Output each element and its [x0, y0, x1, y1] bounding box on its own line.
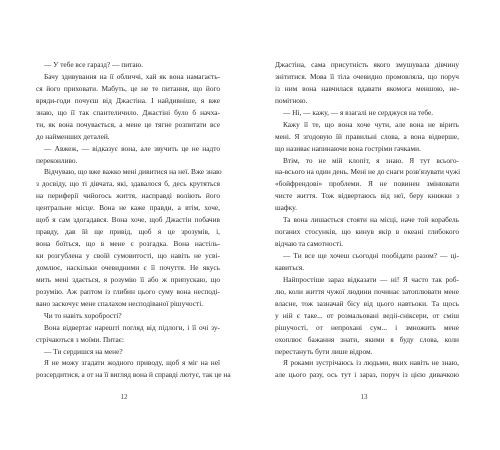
- text-line: власне, тож зазначай бісу від цього навтьоки. Та щось: [275, 298, 459, 308]
- text-line: відчаю та самотності.: [275, 239, 344, 249]
- text-line: знітитися. Мова її тіла очевидно промовляла, що поруч: [275, 71, 459, 81]
- text-line: Втім, то не мій клопіт, я знаю. Я тут всього-: [283, 155, 459, 165]
- text-line: вона боїться, що в мене є розгадка. Вона настіль-: [36, 239, 220, 249]
- text-line: Джастіна, сама присутність якого змушувала дівчину: [275, 60, 459, 69]
- text-line: помітною.: [275, 95, 308, 105]
- text-line: поганих стосунків, що кинув якір в океані глибокого: [275, 227, 459, 237]
- text-line: чисте життя. Тож відвертаюсь від неї, беру книжки з: [275, 191, 459, 201]
- text-line: домлює, наскільки очевидними є її почуття. Не якусь: [36, 262, 220, 272]
- text-line: Чи то навіть хоробрості?: [44, 310, 122, 320]
- text-line: Вона відвертає нарешті погляд від підлоги, і її очі зу-: [44, 322, 220, 332]
- text-line: переконливо.: [36, 155, 78, 165]
- text-line: щоб я сам здогадався. Вона хоче, щоб Джастін побачив: [36, 215, 220, 225]
- text-line: що називає напинаючи вона гостріми гачками.: [275, 143, 421, 153]
- text-line: мить мені здається, я розумію її або ж припускаю, що: [36, 274, 220, 284]
- text-line: з досвіду, що ті дівчата, які, здавалося б, десь крутяться: [36, 179, 220, 189]
- text-line: але цього разу, ось тут і зараз, поруч із цією дивачкою: [275, 370, 459, 380]
- text-line: із ним вона навчилася вдавати якомога меншою, не-: [275, 83, 459, 93]
- text-line: охоплює бажання знати, якими я буду слова, коли: [275, 334, 459, 344]
- text-line: мені. Я згодовую їй правильні слова, а вона відверше,: [275, 131, 459, 141]
- text-line: перестануть бути лише відром.: [275, 346, 373, 356]
- text-line: центральне місце. Вона не каже правди, а втім, хоче,: [36, 203, 220, 213]
- text-line: — Ти все ще хочеш сьогодні пообідати разом? — ці-: [283, 251, 459, 260]
- text-line: ки розгублена у своїй сумовитості, що навіть не усві-: [36, 251, 220, 260]
- text-line: ся його приховати. Мабуть, це не те питання, що його: [36, 83, 220, 93]
- text-line: «бойфрендові» проблеми. Я не повинен змінювати: [275, 179, 459, 189]
- text-line: кавиться.: [275, 262, 305, 272]
- text-line: Я роками зустрічаюсь із людьми, яких навіть не знаю,: [283, 358, 459, 368]
- text-line: Відчуваю, що вже важко мені дивитися на неї. Вже знаю: [44, 167, 222, 177]
- text-line: шафку.: [275, 203, 297, 213]
- text-line: лю, коли життя чужої людини починає затоплювати мене: [275, 286, 459, 296]
- text-line: на-всього на один день. Мені не до снаги розв'язувати чужі: [275, 167, 461, 177]
- text-line: розсердитися, а от на її вигляд вона й справді лютує, так це на: [36, 370, 231, 380]
- text-line: у ній є таке... от розмальовані ведіі-сніксери, от сміш: [275, 310, 459, 320]
- text-line: Найпростіше зараз відказати — ні! Я часто так роб-: [283, 274, 459, 284]
- text-line: правду, дав їй ще привід, щоб я це зрозумів, і,: [36, 227, 220, 237]
- text-line: вано заскочує мене спалахом несподіваної рішучості.: [36, 298, 204, 308]
- text-line: до найменших деталей.: [36, 131, 110, 141]
- text-line: вряди-годи почуєш від Джастіна. І найдивніше, я вже: [36, 95, 220, 105]
- text-line: розумію. Аж раптом із глибин цього суму вона несподі-: [36, 286, 220, 296]
- left-page-text: [36, 59, 231, 381]
- text-line: знаю, що її так спантеличило. Джастіні було б начха-: [36, 107, 220, 117]
- text-line: стрічаються з моїми. Питає:: [36, 334, 124, 344]
- left-page-number: 12: [120, 393, 128, 401]
- text-line: — Ні, — кажу, — я взагалі не серджуся на тебе.: [283, 107, 434, 117]
- text-line: Бачу здивування на її обличчі, хай як вона намагаєть-: [44, 71, 220, 81]
- text-line: Кажу її те, що вона хоче чути, але вона не вірить: [283, 119, 459, 129]
- text-line: — У тебе все гаразд? — питаю.: [44, 60, 144, 69]
- text-line: на периферії чийогось життя, насправді воліють його: [36, 191, 220, 201]
- text-line: Я не можу згадати жодного приводу, щоб я міг на неї: [44, 358, 220, 368]
- text-line: — Ти сердишся на мене?: [44, 346, 123, 356]
- text-line: ти, як вона почувається, а мене це тягне розпитати все: [36, 119, 220, 129]
- right-page-text: [275, 59, 459, 381]
- text-line: рішучості, от непрохані сум... і змножить мене: [275, 322, 459, 332]
- right-page: [250, 0, 500, 450]
- right-page-number: 13: [360, 393, 368, 401]
- text-line: — Авжеж, — відказує вона, але звучить це не надто: [44, 143, 220, 153]
- text-line: Та вона лишається стояти на місці, наче той корабель: [283, 215, 459, 225]
